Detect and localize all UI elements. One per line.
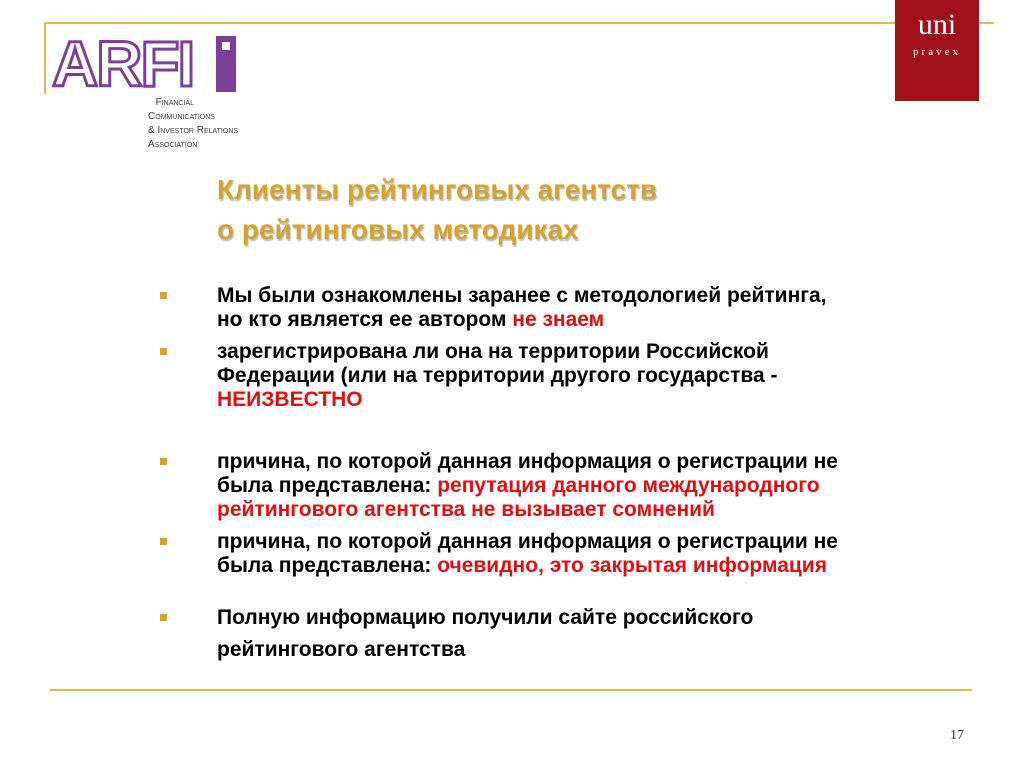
bullet-text — [217, 602, 977, 666]
bullet-marker-icon — [160, 458, 167, 465]
bullet-line: Полную информацию получили сайте российского — [217, 606, 754, 629]
bullet-line: зарегистрирована ли она на территории Российской — [217, 340, 769, 363]
arfi-logo-text: ARFI — [52, 36, 194, 92]
left-frame-line — [44, 22, 46, 94]
bullet-highlight: очевидно, это закрытая информация — [437, 554, 827, 577]
arfi-sub-line: Association — [148, 139, 198, 150]
arfi-sub-line: Financial — [155, 97, 194, 108]
bullet-line — [217, 308, 977, 332]
bullet-text — [217, 530, 977, 578]
title-line-1: Клиенты рейтинговых агентств — [217, 174, 658, 205]
pravex-word: pravex — [913, 46, 961, 58]
slide-title — [217, 170, 657, 250]
bullet-marker-icon — [160, 348, 167, 355]
bullet-line: причина, по которой данная информация о регистрации не — [217, 530, 838, 553]
footer-rule — [50, 689, 972, 691]
bullet-plain: но кто является ее автором — [217, 308, 513, 331]
bullet-text — [217, 450, 977, 522]
top-frame-line — [44, 22, 994, 24]
title-line-2: о рейтинговых методиках — [217, 214, 579, 245]
bullet-highlight: рейтингового агентства не вызывает сомнений — [217, 498, 715, 521]
bullet-text — [217, 284, 977, 332]
unipravex-logo — [895, 0, 979, 101]
bullet-highlight: НЕИЗВЕСТНО — [217, 388, 363, 411]
arfi-subtitle — [148, 96, 239, 152]
bullet-plain: была представлена: — [217, 474, 438, 497]
bullet-line — [217, 554, 977, 578]
bullet-highlight: не знаем — [512, 308, 605, 331]
bullet-line: причина, по которой данная информация о регистрации не — [217, 450, 838, 473]
bullet-line: Мы были ознакомлены заранее с методологией рейтинга, — [217, 284, 827, 307]
bullet-highlight: репутация данного международного — [437, 474, 820, 497]
bullet-line — [217, 474, 977, 498]
arfi-sub-line: Communications — [148, 111, 215, 122]
uni-word: uni — [917, 8, 957, 41]
bullet-line: Федерации (или на территории другого государства - — [217, 364, 778, 387]
bullet-plain: была представлена: — [217, 554, 438, 577]
arfi-logo — [50, 36, 240, 97]
bullet-marker-icon — [160, 614, 167, 621]
bullet-line: рейтингового агентства — [217, 638, 466, 661]
bullet-marker-icon — [160, 292, 167, 299]
bullet-marker-icon — [160, 538, 167, 545]
bullet-text — [217, 340, 977, 412]
page-number: 17 — [950, 728, 964, 743]
arfi-sub-line: & Investor Relations — [148, 125, 239, 136]
